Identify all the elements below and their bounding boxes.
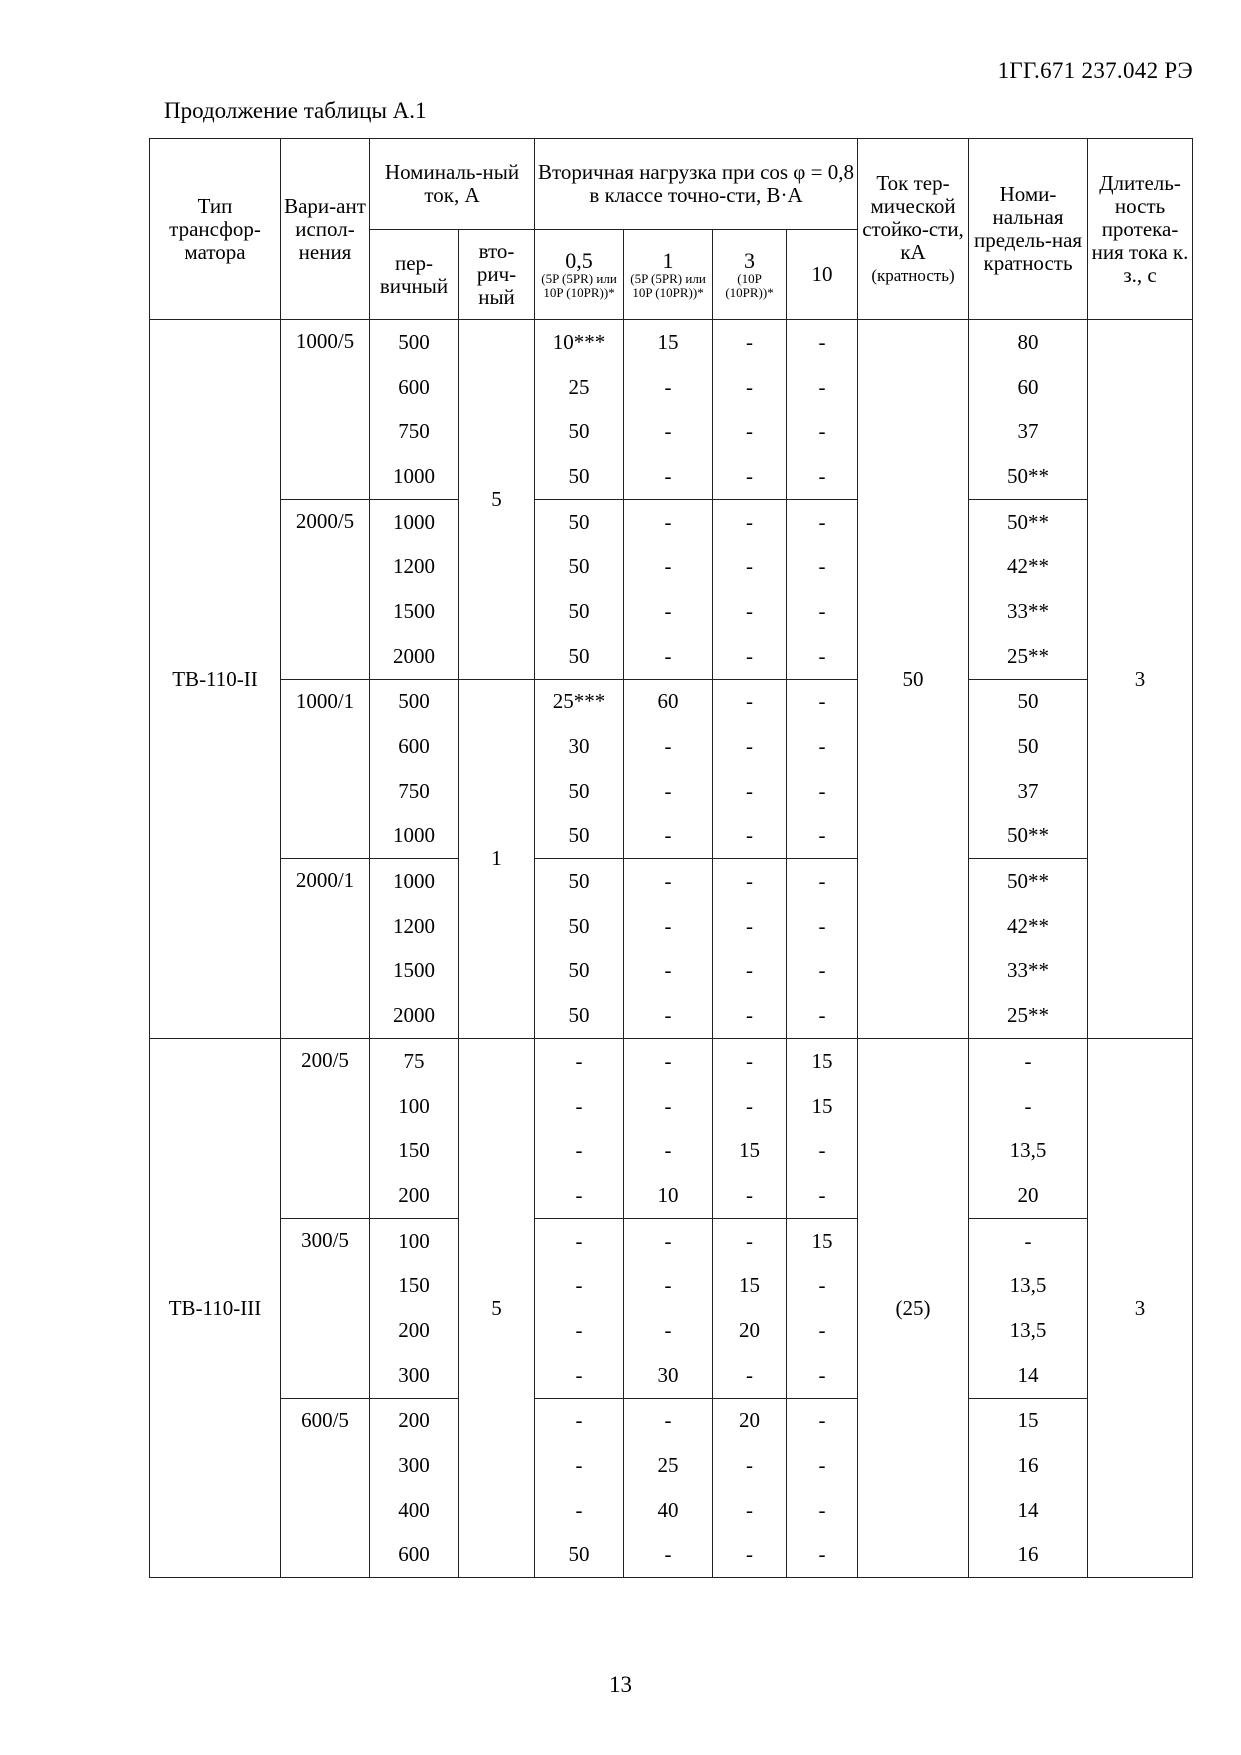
load-class-1: -: [624, 1533, 713, 1578]
document-number: 1ГГ.671 237.042 РЭ: [997, 58, 1193, 83]
limit-ratio: 13,5: [969, 1308, 1088, 1353]
load-class-10: -: [787, 589, 858, 634]
secondary-current: 5: [459, 320, 535, 680]
load-class-3: 20: [713, 1398, 787, 1443]
limit-ratio: 25**: [969, 993, 1088, 1038]
load-class-3: 15: [713, 1128, 787, 1173]
primary-current: 400: [370, 1488, 459, 1533]
header-class-3: [713, 230, 787, 320]
load-class-1: -: [624, 1308, 713, 1353]
load-class-1: 40: [624, 1488, 713, 1533]
limit-ratio: 25**: [969, 634, 1088, 679]
load-class-3: -: [713, 1443, 787, 1488]
limit-ratio: 50**: [969, 454, 1088, 499]
load-class-05: 50: [535, 1533, 624, 1578]
header-class-3-label: 3: [744, 248, 756, 273]
limit-ratio: 13,5: [969, 1128, 1088, 1173]
load-class-1: -: [624, 724, 713, 769]
variant-cell: 2000/1: [281, 859, 370, 1039]
load-class-05: 30: [535, 724, 624, 769]
limit-ratio: -: [969, 1039, 1088, 1084]
load-class-05: 50: [535, 993, 624, 1038]
load-class-05: -: [535, 1443, 624, 1488]
variant-cell: 300/5: [281, 1218, 370, 1398]
limit-ratio: 50**: [969, 814, 1088, 859]
load-class-3: -: [713, 1488, 787, 1533]
primary-current: 750: [370, 409, 459, 454]
load-class-05: -: [535, 1218, 624, 1263]
load-class-1: -: [624, 454, 713, 499]
limit-ratio: 15: [969, 1398, 1088, 1443]
primary-current: 75: [370, 1039, 459, 1084]
header-variant: Вари-ант испол-нения: [281, 139, 370, 320]
load-class-3: -: [713, 859, 787, 904]
load-class-05: -: [535, 1488, 624, 1533]
limit-ratio: 50**: [969, 499, 1088, 544]
transformer-type: ТВ-110-II: [150, 320, 281, 1039]
primary-current: 1000: [370, 814, 459, 859]
load-class-10: -: [787, 454, 858, 499]
load-class-3: -: [713, 814, 787, 859]
header-duration: Длитель-ность протека-ния тока к. з., с: [1088, 139, 1193, 320]
variant-cell: 600/5: [281, 1398, 370, 1578]
primary-current: 600: [370, 724, 459, 769]
load-class-1: -: [624, 365, 713, 410]
load-class-1: 30: [624, 1353, 713, 1398]
load-class-1: 25: [624, 1443, 713, 1488]
load-class-05: -: [535, 1398, 624, 1443]
load-class-10: -: [787, 1533, 858, 1578]
load-class-3: -: [713, 1218, 787, 1263]
header-class-05-note: (5P (5PR) или 10P (10PR))*: [541, 271, 617, 300]
load-class-05: 50: [535, 589, 624, 634]
load-class-05: 50: [535, 949, 624, 994]
table-row: [150, 859, 1193, 904]
header-class-1: [624, 230, 713, 320]
load-class-10: -: [787, 320, 858, 365]
limit-ratio: 50: [969, 679, 1088, 724]
load-class-1: -: [624, 769, 713, 814]
load-class-1: -: [624, 409, 713, 454]
table-row: [150, 679, 1193, 724]
load-class-05: 10***: [535, 320, 624, 365]
load-class-3: -: [713, 454, 787, 499]
load-class-1: -: [624, 1084, 713, 1129]
primary-current: 150: [370, 1263, 459, 1308]
header-thermal-current: [858, 139, 969, 320]
load-class-1: -: [624, 1398, 713, 1443]
load-class-05: -: [535, 1039, 624, 1084]
load-class-3: -: [713, 365, 787, 410]
limit-ratio: 16: [969, 1443, 1088, 1488]
header-secondary: вто-рич-ный: [459, 230, 535, 320]
header-secondary-load: Вторичная нагрузка при cos φ = 0,8 в классе точно-сти, В·А: [535, 139, 858, 230]
secondary-current: 1: [459, 679, 535, 1039]
load-class-10: -: [787, 679, 858, 724]
page-number: 13: [609, 1672, 632, 1697]
table-caption: Продолжение таблицы А.1: [164, 98, 427, 123]
load-class-05: 50: [535, 859, 624, 904]
variant-cell: 1000/5: [281, 320, 370, 500]
load-class-10: -: [787, 814, 858, 859]
load-class-05: 50: [535, 814, 624, 859]
load-class-3: -: [713, 589, 787, 634]
load-class-3: -: [713, 634, 787, 679]
load-class-10: -: [787, 1173, 858, 1218]
load-class-10: -: [787, 1308, 858, 1353]
load-class-05: 50: [535, 634, 624, 679]
header-primary: пер-вичный: [370, 230, 459, 320]
load-class-1: -: [624, 859, 713, 904]
load-class-05: 25***: [535, 679, 624, 724]
primary-current: 300: [370, 1353, 459, 1398]
load-class-05: 25: [535, 365, 624, 410]
limit-ratio: 37: [969, 769, 1088, 814]
primary-current: 1500: [370, 949, 459, 994]
limit-ratio: 14: [969, 1488, 1088, 1533]
table-body: [150, 320, 1193, 1578]
header-class-05-label: 0,5: [565, 248, 593, 273]
load-class-10: 15: [787, 1039, 858, 1084]
header-class-1-label: 1: [662, 248, 674, 273]
load-class-10: -: [787, 544, 858, 589]
load-class-3: -: [713, 544, 787, 589]
primary-current: 100: [370, 1084, 459, 1129]
limit-ratio: 16: [969, 1533, 1088, 1578]
load-class-05: 50: [535, 544, 624, 589]
load-class-1: -: [624, 949, 713, 994]
limit-ratio: 60: [969, 365, 1088, 410]
limit-ratio: 50**: [969, 859, 1088, 904]
load-class-05: 50: [535, 409, 624, 454]
load-class-3: -: [713, 1533, 787, 1578]
load-class-10: 15: [787, 1084, 858, 1129]
header-type: Тип трансфор-матора: [150, 139, 281, 320]
load-class-10: -: [787, 499, 858, 544]
load-class-3: -: [713, 1353, 787, 1398]
primary-current: 500: [370, 320, 459, 365]
primary-current: 1200: [370, 904, 459, 949]
load-class-3: -: [713, 769, 787, 814]
primary-current: 200: [370, 1308, 459, 1353]
load-class-05: -: [535, 1353, 624, 1398]
load-class-1: 60: [624, 679, 713, 724]
primary-current: 2000: [370, 634, 459, 679]
limit-ratio: 13,5: [969, 1263, 1088, 1308]
load-class-10: -: [787, 365, 858, 410]
load-class-10: -: [787, 634, 858, 679]
load-class-05: -: [535, 1173, 624, 1218]
header-thermal-note: (кратность): [871, 265, 955, 285]
limit-ratio: 80: [969, 320, 1088, 365]
load-class-1: -: [624, 814, 713, 859]
load-class-05: -: [535, 1084, 624, 1129]
header-class-05: [535, 230, 624, 320]
load-class-10: -: [787, 1398, 858, 1443]
load-class-10: -: [787, 859, 858, 904]
header-nominal-current: Номиналь-ный ток, А: [370, 139, 535, 230]
load-class-3: -: [713, 409, 787, 454]
load-class-10: -: [787, 993, 858, 1038]
load-class-3: -: [713, 679, 787, 724]
load-class-10: 15: [787, 1218, 858, 1263]
load-class-3: -: [713, 904, 787, 949]
table-row: [150, 1039, 1193, 1084]
primary-current: 1500: [370, 589, 459, 634]
load-class-10: -: [787, 1128, 858, 1173]
load-class-1: -: [624, 634, 713, 679]
load-class-3: -: [713, 1084, 787, 1129]
secondary-current: 5: [459, 1039, 535, 1578]
load-class-3: -: [713, 499, 787, 544]
primary-current: 100: [370, 1218, 459, 1263]
table-row: [150, 320, 1193, 365]
load-class-10: -: [787, 1443, 858, 1488]
load-class-1: -: [624, 1128, 713, 1173]
load-class-05: 50: [535, 454, 624, 499]
primary-current: 300: [370, 1443, 459, 1488]
primary-current: 1000: [370, 499, 459, 544]
primary-current: 1200: [370, 544, 459, 589]
primary-current: 150: [370, 1128, 459, 1173]
load-class-10: -: [787, 409, 858, 454]
load-class-3: -: [713, 1173, 787, 1218]
header-class-3-note: (10P (10PR))*: [725, 271, 774, 300]
transformer-type: ТВ-110-III: [150, 1039, 281, 1578]
primary-current: 600: [370, 365, 459, 410]
load-class-1: -: [624, 544, 713, 589]
load-class-3: -: [713, 320, 787, 365]
load-class-10: -: [787, 1263, 858, 1308]
limit-ratio: 50: [969, 724, 1088, 769]
limit-ratio: 37: [969, 409, 1088, 454]
load-class-1: -: [624, 1263, 713, 1308]
variant-cell: 1000/1: [281, 679, 370, 859]
limit-ratio: 42**: [969, 544, 1088, 589]
short-circuit-duration: 3: [1088, 320, 1193, 1039]
limit-ratio: -: [969, 1218, 1088, 1263]
load-class-3: 20: [713, 1308, 787, 1353]
limit-ratio: 42**: [969, 904, 1088, 949]
load-class-05: 50: [535, 904, 624, 949]
header-class-1-note: (5P (5PR) или 10P (10PR))*: [630, 271, 706, 300]
load-class-05: 50: [535, 769, 624, 814]
load-class-10: -: [787, 904, 858, 949]
load-class-1: 15: [624, 320, 713, 365]
limit-ratio: 33**: [969, 589, 1088, 634]
load-class-05: -: [535, 1263, 624, 1308]
load-class-05: 50: [535, 499, 624, 544]
header-thermal-label: Ток тер-мической стойко-сти, кА: [862, 170, 964, 264]
primary-current: 2000: [370, 993, 459, 1038]
limit-ratio: 20: [969, 1173, 1088, 1218]
header-limit-ratio: Номи-нальная предель-ная кратность: [969, 139, 1088, 320]
load-class-05: -: [535, 1128, 624, 1173]
load-class-10: -: [787, 769, 858, 814]
variant-cell: 200/5: [281, 1039, 370, 1219]
primary-current: 500: [370, 679, 459, 724]
variant-cell: 2000/5: [281, 499, 370, 679]
thermal-current: (25): [858, 1039, 969, 1578]
load-class-3: -: [713, 949, 787, 994]
load-class-1: -: [624, 993, 713, 1038]
load-class-3: -: [713, 724, 787, 769]
table-row: [150, 1218, 1193, 1263]
load-class-10: -: [787, 724, 858, 769]
load-class-10: -: [787, 1488, 858, 1533]
table-row: [150, 499, 1193, 544]
load-class-10: -: [787, 949, 858, 994]
primary-current: 200: [370, 1398, 459, 1443]
primary-current: 1000: [370, 454, 459, 499]
limit-ratio: -: [969, 1084, 1088, 1129]
load-class-1: -: [624, 904, 713, 949]
primary-current: 600: [370, 1533, 459, 1578]
load-class-10: -: [787, 1353, 858, 1398]
table-row: [150, 1398, 1193, 1443]
load-class-3: -: [713, 993, 787, 1038]
thermal-current: 50: [858, 320, 969, 1039]
load-class-3: -: [713, 1039, 787, 1084]
load-class-1: -: [624, 589, 713, 634]
limit-ratio: 33**: [969, 949, 1088, 994]
load-class-1: -: [624, 1218, 713, 1263]
primary-current: 750: [370, 769, 459, 814]
load-class-05: -: [535, 1308, 624, 1353]
load-class-3: 15: [713, 1263, 787, 1308]
header-class-10: 10: [787, 230, 858, 320]
load-class-1: 10: [624, 1173, 713, 1218]
primary-current: 200: [370, 1173, 459, 1218]
limit-ratio: 14: [969, 1353, 1088, 1398]
load-class-1: -: [624, 499, 713, 544]
transformer-table: [149, 138, 1193, 1578]
short-circuit-duration: 3: [1088, 1039, 1193, 1578]
primary-current: 1000: [370, 859, 459, 904]
load-class-1: -: [624, 1039, 713, 1084]
